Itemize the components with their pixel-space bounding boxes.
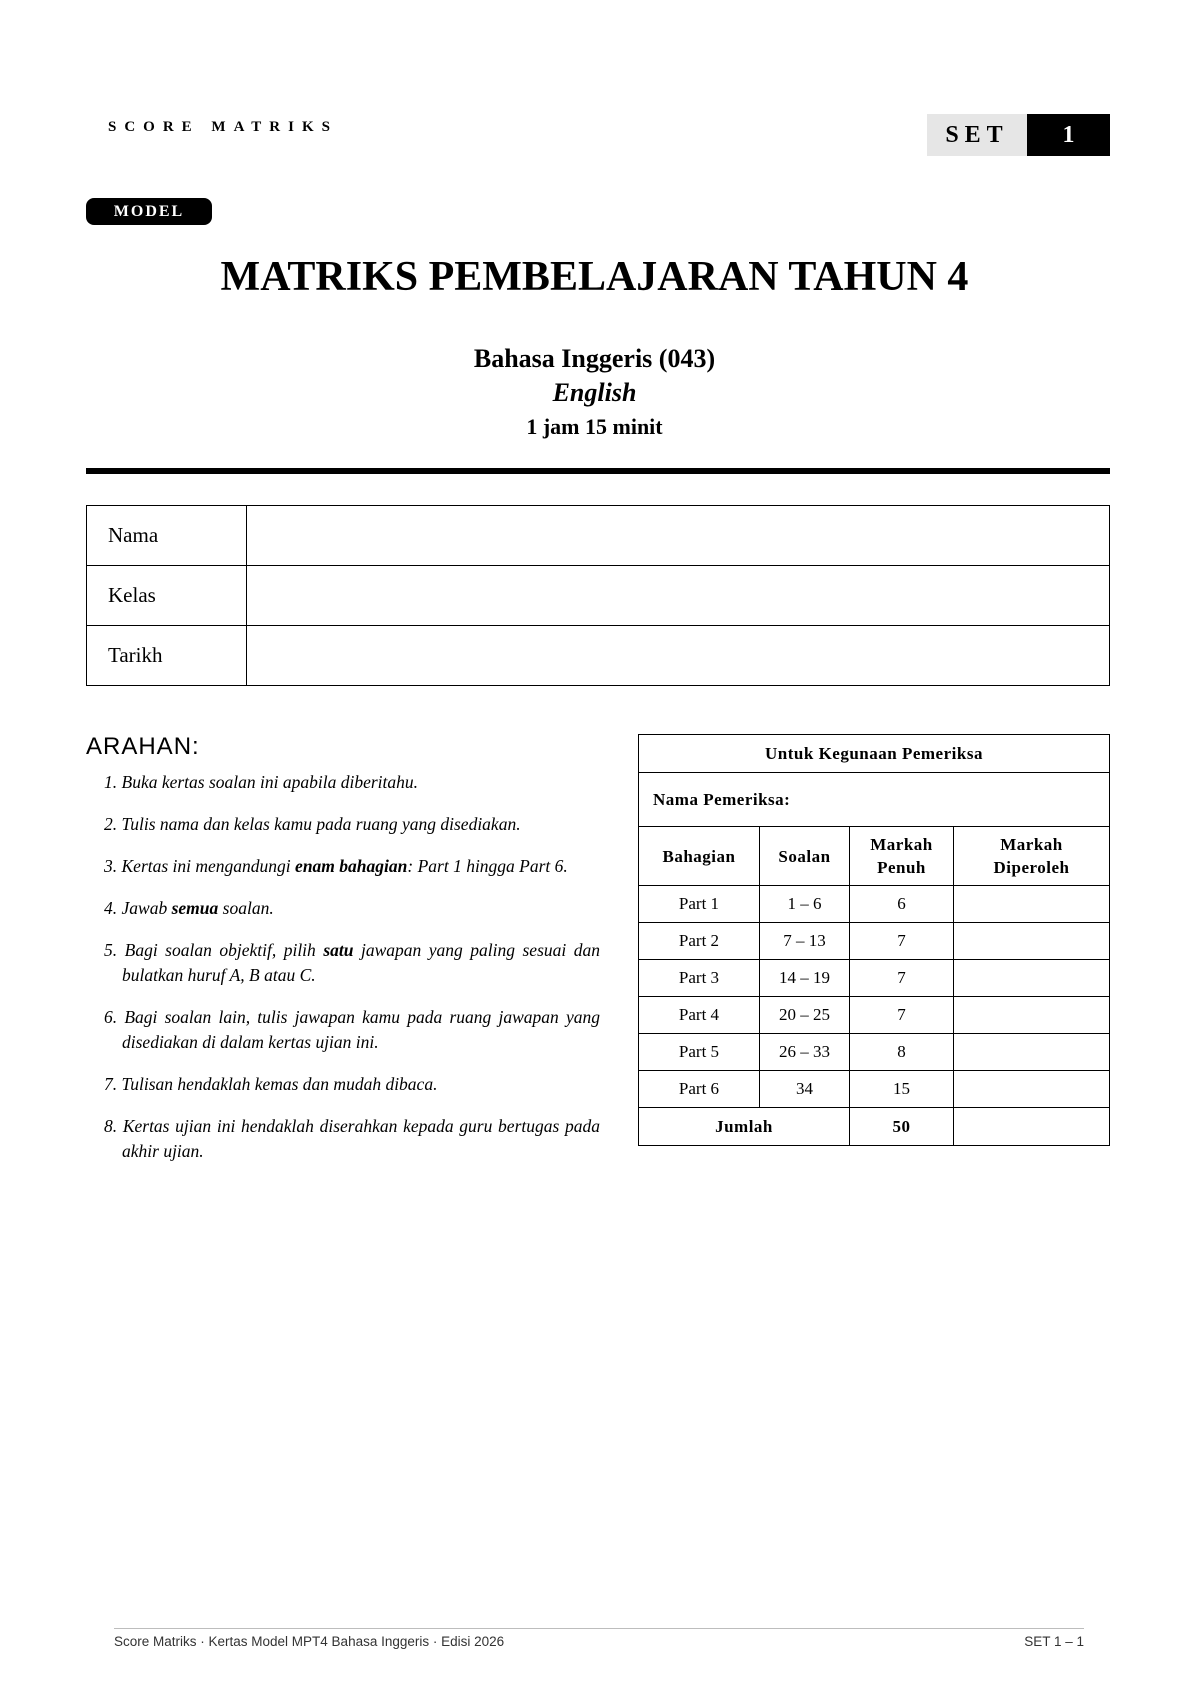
full-marks-cell: 8 <box>850 1034 954 1071</box>
examiner-table-heading: Untuk Kegunaan Pemeriksa <box>639 735 1110 773</box>
instruction-text: 4. Jawab <box>104 898 172 918</box>
subject-title: Bahasa Inggeris (043) <box>473 344 716 373</box>
instructions-list <box>104 770 600 1181</box>
table-row <box>639 1034 1110 1071</box>
column-header-text: Diperoleh <box>993 858 1070 877</box>
questions-cell: 7 – 13 <box>760 923 850 960</box>
instruction-text: 3. Kertas ini mengandungi <box>104 856 296 876</box>
full-marks-cell: 6 <box>850 886 954 923</box>
part-cell: Part 6 <box>639 1071 760 1108</box>
instruction-text: 2. Tulis nama dan kelas kamu pada ruang yang disediakan. <box>104 814 521 834</box>
instruction-text: 5. Bagi soalan objektif, pilih <box>104 940 324 960</box>
instruction-text: 8. Kertas ujian ini hendaklah diserahkan kepada guru bertugas pada akhir ujian. <box>104 1116 600 1161</box>
table-row <box>639 960 1110 997</box>
table-row <box>639 923 1110 960</box>
column-header <box>954 827 1110 886</box>
column-header-text: Soalan <box>778 846 831 866</box>
questions-cell: 34 <box>760 1071 850 1108</box>
part-cell: Part 3 <box>639 960 760 997</box>
set-number: 1 <box>1027 114 1110 156</box>
instruction-text: jawapan yang paling sesuai dan bulatkan huruf A, B atau C. <box>122 940 601 985</box>
exam-duration: 1 jam 15 minit <box>526 414 663 439</box>
instruction-item <box>104 896 600 921</box>
publisher-brand: SCORE MATRIKS <box>108 119 338 135</box>
table-row <box>639 1071 1110 1108</box>
model-badge: MODEL <box>86 198 212 225</box>
obtained-marks-cell[interactable] <box>954 1071 1110 1108</box>
full-marks-cell: 15 <box>850 1071 954 1108</box>
full-marks-cell: 7 <box>850 997 954 1034</box>
instruction-item <box>104 770 600 795</box>
column-header-text: Bahagian <box>662 846 736 866</box>
total-obtained[interactable] <box>954 1108 1110 1146</box>
student-info-label: Tarikh <box>87 626 247 686</box>
student-info-row <box>87 506 1110 566</box>
instruction-item <box>104 938 600 988</box>
obtained-marks-cell[interactable] <box>954 1034 1110 1071</box>
questions-cell: 14 – 19 <box>760 960 850 997</box>
subject-english: English <box>552 378 637 407</box>
total-label: Jumlah <box>639 1108 850 1146</box>
student-info-table <box>86 505 1110 686</box>
student-info-label: Nama <box>87 506 247 566</box>
instruction-item <box>104 812 600 837</box>
full-marks-cell: 7 <box>850 960 954 997</box>
questions-cell: 26 – 33 <box>760 1034 850 1071</box>
page-title: MATRIKS PEMBELAJARAN TAHUN 4 <box>220 254 969 300</box>
questions-cell: 1 – 6 <box>760 886 850 923</box>
instruction-item <box>104 854 600 879</box>
footer-divider <box>114 1628 1084 1629</box>
obtained-marks-cell[interactable] <box>954 960 1110 997</box>
column-header <box>850 827 954 886</box>
part-cell: Part 4 <box>639 997 760 1034</box>
instruction-text: : Part 1 hingga Part 6. <box>407 856 568 876</box>
examiner-score-table <box>638 734 1110 1146</box>
table-row <box>639 997 1110 1034</box>
instruction-text: 7. Tulisan hendaklah kemas dan mudah dibaca. <box>104 1074 438 1094</box>
instruction-emphasis: satu <box>323 940 354 960</box>
instruction-text: 6. Bagi soalan lain, tulis jawapan kamu pada ruang jawapan yang disediakan di dalam kertas ujian ini. <box>104 1007 600 1052</box>
total-row <box>639 1108 1110 1146</box>
obtained-marks-cell[interactable] <box>954 886 1110 923</box>
student-info-field[interactable] <box>247 626 1110 686</box>
column-header-text: Markah <box>870 835 933 854</box>
set-indicator <box>927 114 1110 156</box>
instruction-emphasis: semua <box>171 898 219 918</box>
column-header <box>760 827 850 886</box>
questions-cell: 20 – 25 <box>760 997 850 1034</box>
student-info-field[interactable] <box>247 566 1110 626</box>
student-info-row <box>87 566 1110 626</box>
obtained-marks-cell[interactable] <box>954 923 1110 960</box>
instruction-item <box>104 1072 600 1097</box>
student-info-field[interactable] <box>247 506 1110 566</box>
part-cell: Part 2 <box>639 923 760 960</box>
set-label: SET <box>927 114 1027 156</box>
footer-info: Score Matriks · Kertas Model MPT4 Bahasa Inggeris · Edisi 2026 <box>114 1634 505 1649</box>
instruction-item <box>104 1005 600 1055</box>
part-cell: Part 5 <box>639 1034 760 1071</box>
instruction-item <box>104 1114 600 1164</box>
instruction-text: 1. Buka kertas soalan ini apabila diberitahu. <box>104 772 419 792</box>
total-marks: 50 <box>850 1108 954 1146</box>
instruction-emphasis: enam bahagian <box>295 856 408 876</box>
examiner-name-field[interactable]: Nama Pemeriksa: <box>639 773 1110 827</box>
instruction-text: soalan. <box>218 898 274 918</box>
column-header <box>639 827 760 886</box>
full-marks-cell: 7 <box>850 923 954 960</box>
table-row <box>639 886 1110 923</box>
header-divider <box>86 468 1110 474</box>
instructions-heading: ARAHAN: <box>86 733 200 760</box>
page-number: SET 1 – 1 <box>1024 1634 1084 1649</box>
column-header-text: Markah <box>1000 835 1063 854</box>
student-info-label: Kelas <box>87 566 247 626</box>
obtained-marks-cell[interactable] <box>954 997 1110 1034</box>
column-header-text: Penuh <box>877 858 926 877</box>
student-info-row <box>87 626 1110 686</box>
part-cell: Part 1 <box>639 886 760 923</box>
